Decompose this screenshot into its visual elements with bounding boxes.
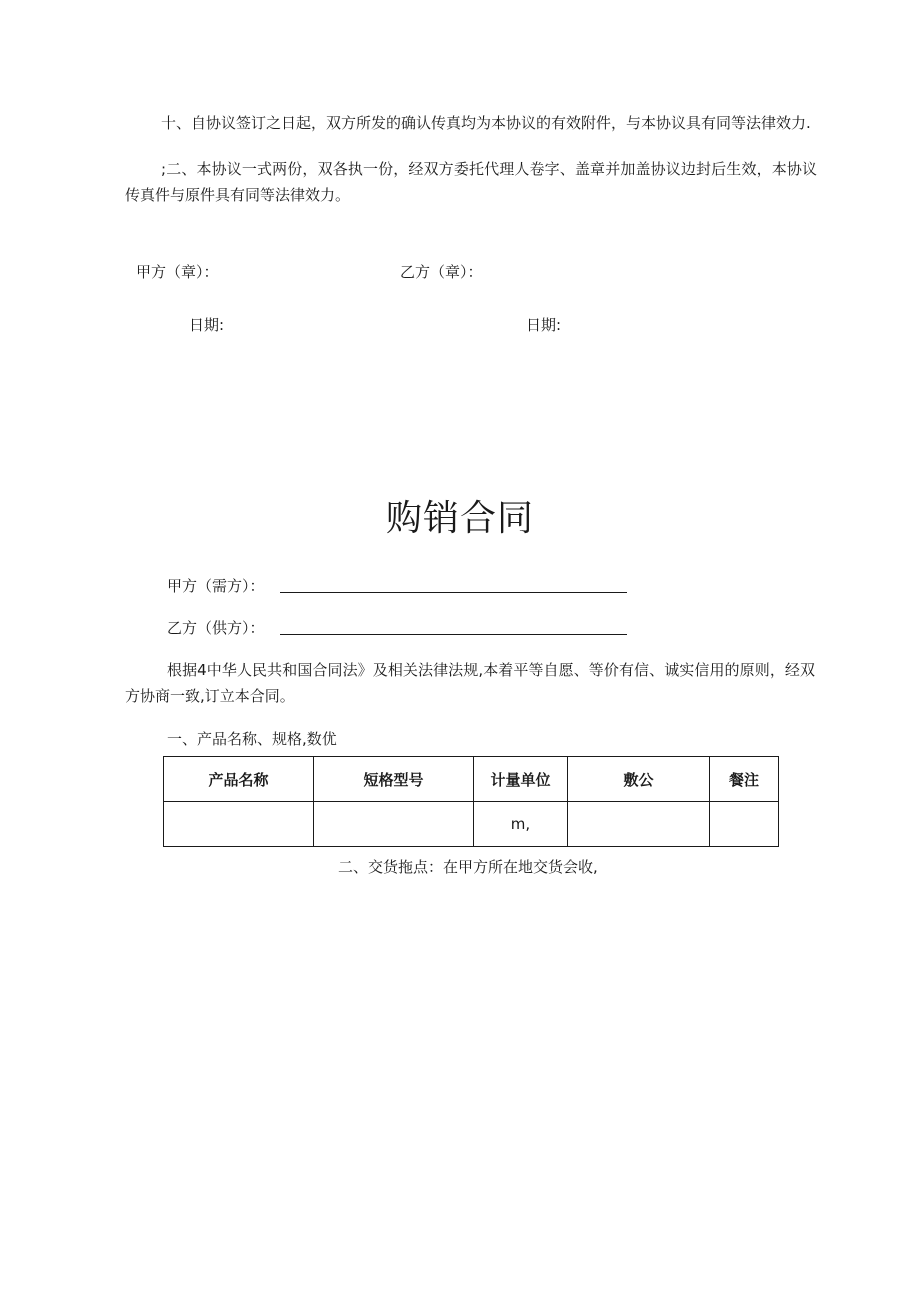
buyer-fill-line	[280, 592, 627, 593]
party-a-date-label: 日期:	[189, 316, 225, 334]
seller-label: 乙方（供方）：	[167, 619, 265, 637]
contract-title: 购销合同	[385, 498, 534, 539]
header-unit: 计量单位	[474, 757, 568, 802]
header-quantity: 敷公	[568, 757, 710, 802]
preamble: 根据4中华人民共和国合同法》及相关法律法规,本着平等自愿、等价有信、诚实信用的原则，经双方协商一致,订立本合同。	[125, 661, 815, 705]
seller-fill-line	[280, 634, 627, 635]
header-product-name: 产品名称	[164, 757, 314, 802]
table-cell: m,	[474, 802, 568, 847]
party-b-date-label: 日期:	[526, 316, 562, 334]
header-spec-model: 短格型号	[314, 757, 474, 802]
product-table	[163, 756, 779, 847]
header-remarks: 餐注	[710, 757, 779, 802]
table-row	[164, 802, 779, 847]
table-header-row	[164, 757, 779, 802]
buyer-label: 甲方（需方）：	[167, 577, 265, 595]
section-2-heading: 二、交货拖点：在甲方所在地交货会收,	[338, 858, 598, 876]
clause-10: 十、自协议签订之日起，双方所发的确认传真均为本协议的有效附件，与本协议具有同等法律效力.	[161, 114, 811, 132]
section-1-heading: 一、产品名称、规格,数优	[167, 730, 337, 748]
party-a-seal-label: 甲方（章）：	[136, 263, 219, 281]
clause-12: ;二、本协议一式两份，双各执一份，经双方委托代理人卷字、盖章并加盖协议边封后生效，本协议传真件与原件具有同等法律效力。	[125, 160, 817, 204]
table-cell	[314, 802, 474, 847]
table-cell	[568, 802, 710, 847]
party-b-seal-label: 乙方（章）：	[400, 263, 483, 281]
table-cell	[164, 802, 314, 847]
table-cell	[710, 802, 779, 847]
